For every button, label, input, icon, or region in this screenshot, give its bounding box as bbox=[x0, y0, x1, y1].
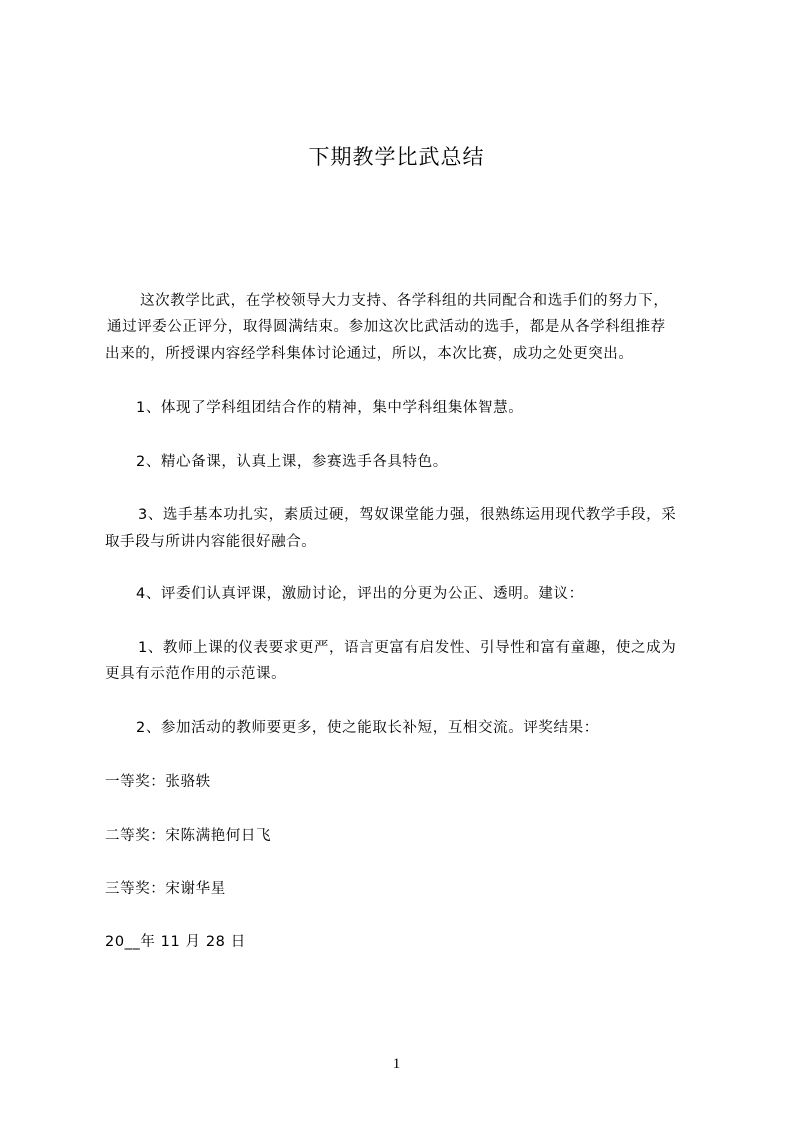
suggestion-1-cont: 更具有示范作用的示范课。 bbox=[105, 666, 287, 682]
award-third: 三等奖：宋谢华星 bbox=[105, 881, 226, 897]
award-second: 二等奖：宋陈满艳何日飞 bbox=[105, 828, 272, 844]
point-1: 1、体现了学科组团结合作的精神，集中学科组集体智慧。 bbox=[136, 400, 524, 416]
point-2: 2、精心备课，认真上课，参赛选手各具特色。 bbox=[136, 454, 448, 470]
intro-line: 出来的，所授课内容经学科集体讨论通过，所以，本次比赛，成功之处更突出。 bbox=[105, 346, 634, 362]
award-first: 一等奖：张骆轶 bbox=[105, 774, 211, 790]
point-3: 3、选手基本功扎实，素质过硬，驾奴课堂能力强，很熟练运用现代教学手段，采 bbox=[138, 507, 677, 523]
date: 20__年 11 月 28 日 bbox=[105, 934, 246, 950]
point-4: 4、评委们认真评课，激励讨论，评出的分更为公正、透明。建议： bbox=[136, 586, 584, 602]
intro-line: 这次教学比武，在学校领导大力支持、各学科组的共同配合和选手们的努力下， bbox=[140, 293, 669, 309]
document-title: 下期教学比武总结 bbox=[308, 145, 485, 169]
page-number: 1 bbox=[392, 1056, 401, 1072]
point-3-cont: 取手段与所讲内容能很好融合。 bbox=[105, 534, 317, 550]
suggestion-2: 2、参加活动的教师要更多，使之能取长补短，互相交流。评奖结果： bbox=[136, 720, 599, 736]
suggestion-1: 1、教师上课的仪表要求更严，语言更富有启发性、引导性和富有童趣，使之成为 bbox=[138, 640, 677, 656]
intro-line: 通过评委公正评分，取得圆满结束。参加这次比武活动的选手，都是从各学科组推荐 bbox=[107, 319, 666, 335]
